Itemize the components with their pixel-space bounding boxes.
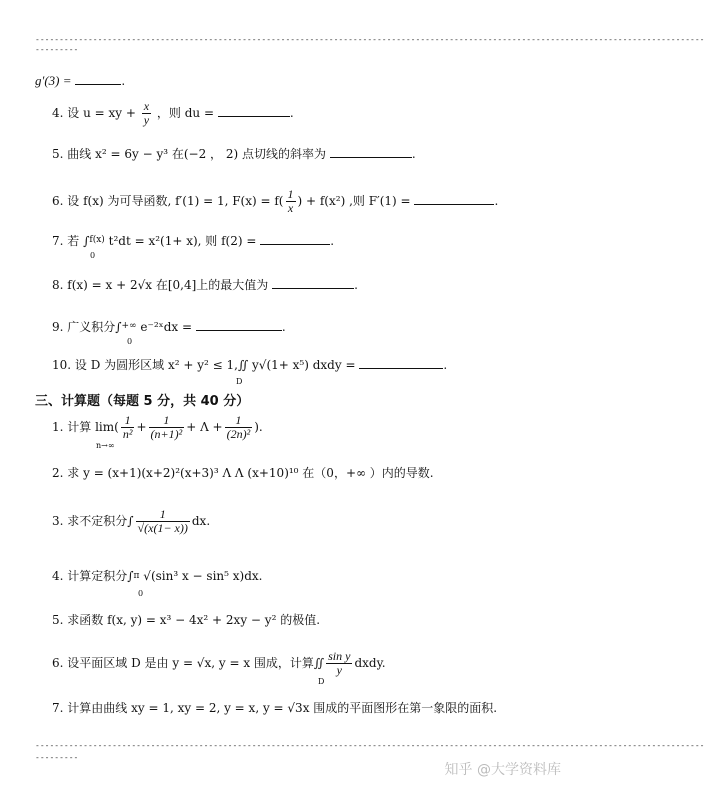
top-dashed-rule-tail: --------- [35,45,79,54]
calc-3 [52,508,210,535]
question-number: 1. [52,420,64,434]
bottom-dashed-rule: ------------------------------------------------------------------------------------------------------------------------------------------- [35,741,704,750]
watermark: 知乎 @大学资料库 [444,762,561,778]
question-text: 计算定积分∫ [67,569,134,583]
question-number: 8. [52,278,64,292]
answer-blank [218,104,290,117]
question-9: 9. 广义积分∫+∞ e⁻²ˣdx = . [52,320,286,334]
bottom-dashed-rule-tail: --------- [35,753,79,762]
answer-blank [359,356,443,369]
answer-blank [414,192,494,205]
question-tail: ) + f(x²) ,则 F′(1) = [297,194,411,208]
question-text: 设 f(x) 为可导函数, f′(1) = 1, F(x) = f( [67,194,284,208]
integral-upper-limit: f(x) [89,235,105,245]
question-number: 5. [52,147,64,161]
calc-7 [52,700,497,716]
question-6: 6. 设 f(x) 为可导函数, f′(1) = 1, F(x) = f( $\frac{1}{x}$ ) + f(x²) ,则 F′(1) = . [52,187,499,215]
question-text: 设平面区域 D 是由 y = √x, y = x 围成，计算∬ [67,656,325,670]
answer-blank [330,145,412,158]
fraction: $\frac{1}{\text{(2n)²}}$ [226,413,251,441]
calc-5 [52,612,320,628]
calc-4 [52,568,263,584]
answer-blank [75,72,121,85]
question-number: 4. [52,106,64,120]
question-number: 7. [52,234,64,248]
integral-lower-limit: 0 [138,589,144,598]
question-tail: y√(1+ x⁵) dxdy = [252,358,356,372]
question-text: f(x) = x + 2√x 在[0,4]上的最大值为 [67,278,269,292]
question-7: 7. 若 ∫$^{f(x)}$ t²dt = x²(1+ x), 则 f(2) = . [52,234,335,248]
question-text: 求 y = (x+1)(x+2)²(x+3)³ Λ Λ (x+10)¹⁰ 在（0，+∞ ）内的导数. [67,466,434,480]
question-tail: ，则 du = [156,106,215,120]
integral-lower-limit: 0 [90,251,96,260]
question-tail: t²dt = x²(1+ x), 则 f(2) = [108,234,257,248]
question-number: 3. [52,514,64,528]
question-text: 计算由曲线 xy = 1, xy = 2, y = x, y = √3x 围成的平面图形在第一象限的面积. [67,701,498,715]
calc-2 [52,465,434,481]
question-tail: dx. [191,514,211,528]
question-number: 5. [52,613,64,627]
question-number: 4. [52,569,64,583]
ellipsis-term: + Λ + [186,420,223,434]
answer-blank [196,318,282,331]
integral-upper-limit: π [133,571,140,581]
g-prime-line: g′(3) = . [35,73,126,88]
limit-subscript: n→∞ [96,441,115,450]
question-text: 求函数 f(x, y) = x³ − 4x² + 2xy − y² 的极值. [67,613,321,627]
question-text: 设 D 为圆形区域 x² + y² ≤ 1,∬ [74,358,249,372]
question-text: 若 ∫ [67,234,90,248]
question-text: 广义积分∫ [67,320,122,334]
question-number: 6. [52,194,64,208]
answer-blank [260,232,330,245]
calc-6 [52,650,386,677]
question-10: 10. 设 D 为圆形区域 x² + y² ≤ 1,∬ y√(1+ x⁵) dxdy = . [52,358,448,372]
question-number: 6. [52,656,64,670]
question-text: 设 u = xy + [67,106,136,120]
question-tail: ). [254,420,263,434]
fraction: $\frac{1}{√(x(1- x))}$ [137,507,188,535]
question-8: 8. f(x) = x + 2√x 在[0,4]上的最大值为 . [52,278,358,292]
g-prime-expr: g′(3) = [35,73,72,88]
calc-1 [52,414,263,441]
question-number: 2. [52,466,64,480]
fraction: $\frac{1}{\text{(n+1)²}}$ [150,413,183,441]
question-4: 4. 设 u = xy + $\frac{x}{y}$ ，则 du = . [52,99,294,127]
question-number: 7. [52,701,64,715]
question-number: 9. [52,320,64,334]
plus-sign: + [136,420,147,434]
question-tail: e⁻²ˣdx = [140,320,193,334]
question-tail: √(sin³ x − sin⁵ x)dx. [143,569,263,583]
question-5: 5. 曲线 x² = 6y − y³ 在(−2 ， 2) 点切线的斜率为 . [52,147,416,161]
question-text: 计算 lim( [67,420,119,434]
top-dashed-rule: ------------------------------------------------------------------------------------------------------------------------------------------- [35,35,704,44]
region-subscript: D [236,377,243,386]
question-tail: dxdy. [354,656,386,670]
region-subscript: D [318,677,325,686]
section-3-title: 三、计算题（每题 5 分，共 40 分） [35,394,250,409]
fraction: $\frac{x}{y}$ [143,99,150,127]
integral-lower-limit: 0 [127,337,133,346]
fraction: $\frac{\text{sin y}}{y}$ [328,649,351,677]
integral-upper-limit: +∞ [121,321,137,331]
question-number: 10. [52,358,72,372]
question-text: 求不定积分∫ [67,514,134,528]
fraction: $\frac{1}{\text{n²}}$ [122,413,133,441]
question-text: 曲线 x² = 6y − y³ 在(−2 ， 2) 点切线的斜率为 [67,147,326,161]
fraction: $\frac{1}{x}$ [287,187,294,215]
answer-blank [272,276,354,289]
